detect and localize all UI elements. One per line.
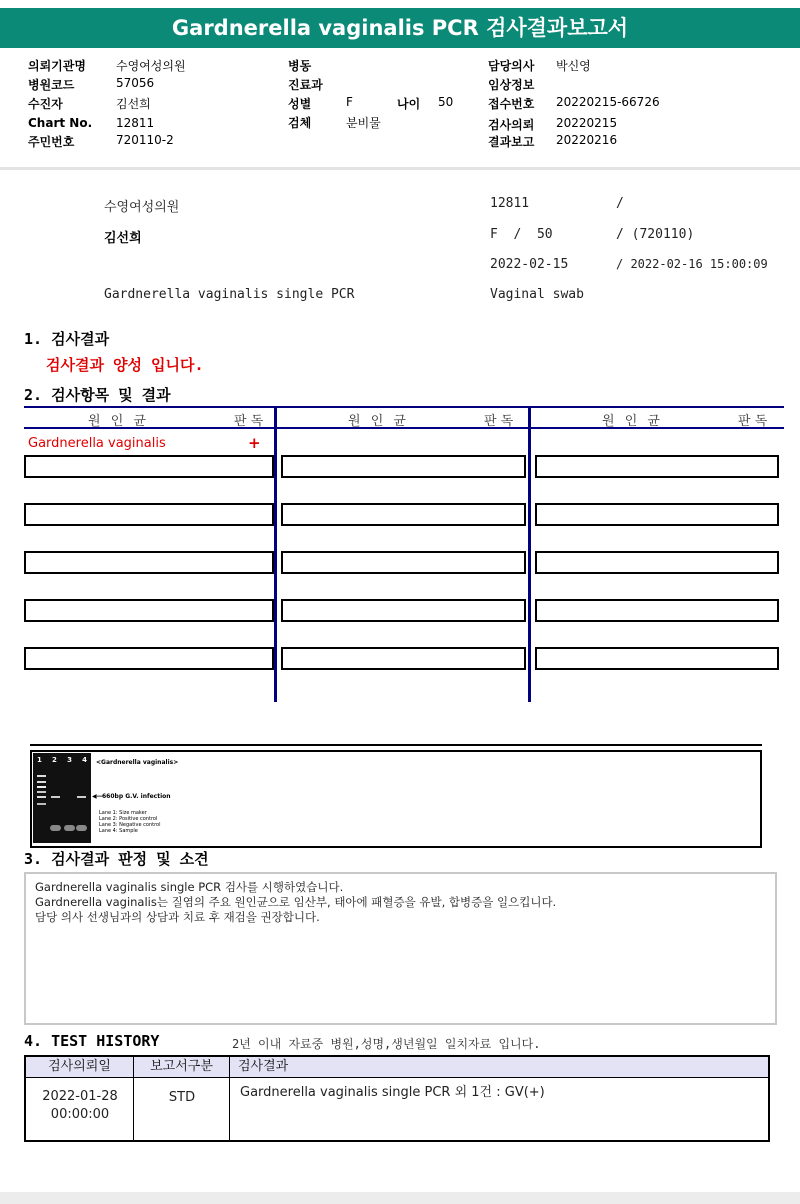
history-row-time: 00:00:00 <box>50 1107 110 1122</box>
section3-heading: 3. 검사결과 판정 및 소견 <box>24 850 209 868</box>
col3-result-header: 판 독 <box>738 414 768 429</box>
result-entry-box <box>535 599 779 622</box>
specimen-label: 검체 <box>288 116 312 130</box>
gel-top-rule <box>30 744 762 746</box>
history-col-type: 보고서구분 <box>134 1057 230 1078</box>
hospital-code-label: 병원코드 <box>28 78 75 92</box>
summary-birth: / (720110) <box>616 227 695 242</box>
summary-request-date: 2022-02-15 <box>490 257 569 272</box>
specimen-value: 분비물 <box>346 116 381 130</box>
gel-lane-3: 3 <box>67 756 72 764</box>
history-col-result: 검사결과 <box>230 1057 768 1078</box>
finding-line-2: Gardnerella vaginalis는 질염의 주요 원인균으로 임산부, 태아에 패혈증을 유발, 합병증을 일으킵니다. <box>35 895 557 909</box>
history-col-date: 검사의뢰일 <box>26 1057 134 1078</box>
report-title: Gardnerella vaginalis PCR 검사결과보고서 <box>0 8 800 48</box>
table-row <box>26 1088 134 1124</box>
result-entry-box <box>535 455 779 478</box>
doctor-label: 담당의사 <box>488 59 535 73</box>
result-entry-box <box>281 503 526 526</box>
gel-title: <Gardnerella vaginalis> <box>96 759 179 766</box>
summary-sex-age: F / 50 <box>490 227 553 242</box>
gel-lane-4: 4 <box>82 756 87 764</box>
result-entry-box <box>535 503 779 526</box>
gel-lane-1: 1 <box>37 756 42 764</box>
patient-value: 김선희 <box>116 97 151 111</box>
request-date-value: 20220215 <box>556 116 618 130</box>
result-entry-box <box>281 599 526 622</box>
resident-no-label: 주민번호 <box>28 135 75 149</box>
history-table <box>24 1055 770 1142</box>
col1-organism-header: 원 인 균 <box>88 414 146 429</box>
chart-no-value: 12811 <box>116 116 155 130</box>
gel-sample-band <box>77 796 86 798</box>
col3-organism-header: 원 인 균 <box>602 414 660 429</box>
gel-lane-numbers <box>37 756 87 764</box>
gel-legend <box>99 810 161 834</box>
resident-no-value: 720110-2 <box>116 133 174 147</box>
result-entry-box <box>24 599 274 622</box>
request-date-label: 검사의뢰 <box>488 118 535 132</box>
history-note: 2년 이내 자료중 병원,성명,생년월일 일치자료 입니다. <box>232 1037 541 1051</box>
hospital-name-label: 의뢰기관명 <box>28 59 86 73</box>
gel-legend-3: Lane 3: Negative control <box>99 822 161 828</box>
summary-hospital: 수영여성의원 <box>104 200 180 215</box>
section2-heading: 2. 검사항목 및 결과 <box>24 386 171 404</box>
summary-chart: 12811 <box>490 196 530 211</box>
history-row-type: STD <box>168 1090 196 1105</box>
ward-label: 병동 <box>288 59 312 73</box>
findings-box <box>24 872 777 1025</box>
grid-divider-1 <box>274 406 277 702</box>
summary-test-name: Gardnerella vaginalis single PCR <box>104 287 355 302</box>
age-label: 나이 <box>397 97 421 111</box>
chart-no-label: Chart No. <box>28 116 93 130</box>
positive-result-text: 검사결과 양성 입니다. <box>46 356 204 374</box>
gel-positive-band <box>51 796 60 798</box>
gel-legend-1: Lane 1: Size maker <box>99 810 147 816</box>
col1-result-header: 판 독 <box>234 414 264 429</box>
report-date-label: 결과보고 <box>488 135 535 149</box>
result-entry-box <box>281 455 526 478</box>
result-entry-box <box>24 647 274 670</box>
age-value: 50 <box>438 95 454 109</box>
report-date-value: 20220216 <box>556 133 618 147</box>
clinical-info-label: 임상정보 <box>488 78 535 92</box>
grid-top-rule <box>24 406 784 408</box>
col2-result-header: 판 독 <box>484 414 514 429</box>
summary-patient: 김선희 <box>104 231 142 246</box>
grid-divider-2 <box>528 406 531 702</box>
sex-label: 성별 <box>288 97 312 111</box>
organism-name: Gardnerella vaginalis <box>28 436 166 451</box>
sex-value: F <box>346 95 353 109</box>
result-entry-box <box>24 455 274 478</box>
hospital-code-value: 57056 <box>116 76 155 90</box>
finding-line-3: 담당 의사 선생님과의 상담과 치료 후 재검을 권장합니다. <box>35 910 320 924</box>
result-entry-box <box>24 503 274 526</box>
gel-electrophoresis-image <box>33 753 91 843</box>
footer-bar <box>0 1192 800 1204</box>
gel-band-arrow: ◀— <box>92 793 103 800</box>
result-entry-box <box>281 551 526 574</box>
history-row-date: 2022-01-28 <box>42 1089 118 1104</box>
header-divider <box>0 167 800 170</box>
summary-specimen: Vaginal swab <box>490 287 584 302</box>
doctor-value: 박신영 <box>556 59 591 73</box>
gel-lane-2: 2 <box>52 756 57 764</box>
result-entry-box <box>281 647 526 670</box>
hospital-name-value: 수영여성의원 <box>116 59 186 73</box>
result-entry-box <box>535 551 779 574</box>
result-entry-box <box>24 551 274 574</box>
finding-line-1: Gardnerella vaginalis single PCR 검사를 시행하였습니다. <box>35 880 344 894</box>
department-label: 진료과 <box>288 78 323 92</box>
col2-organism-header: 원 인 균 <box>348 414 406 429</box>
gel-legend-4: Lane 4: Sample <box>99 828 138 834</box>
receipt-no-value: 20220215-66726 <box>556 95 660 109</box>
section4-heading: 4. TEST HISTORY <box>24 1032 160 1050</box>
gel-legend-2: Lane 2: Positive control <box>99 816 158 822</box>
summary-separator: / <box>616 196 624 211</box>
patient-label: 수진자 <box>28 97 63 111</box>
history-row-result: Gardnerella vaginalis single PCR 외 1건 : GV(+) <box>240 1085 545 1100</box>
receipt-no-label: 접수번호 <box>488 97 535 111</box>
section1-heading: 1. 검사결과 <box>24 330 110 348</box>
organism-result: + <box>248 434 261 452</box>
result-entry-box <box>535 647 779 670</box>
summary-report-datetime: / 2022-02-16 15:00:09 <box>616 257 768 271</box>
gel-band-label: 660bp G.V. infection <box>102 793 171 800</box>
